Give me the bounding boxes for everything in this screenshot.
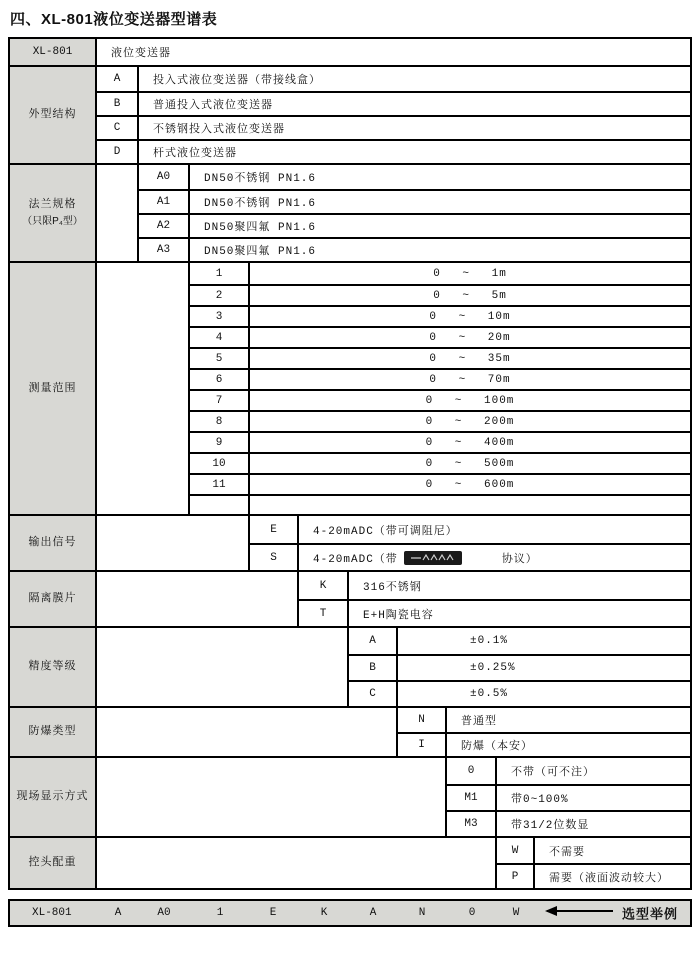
option-code: A: [97, 67, 139, 91]
option-desc: 0 ~ 70m: [429, 373, 511, 386]
table-row: [299, 572, 690, 599]
table-row: [97, 67, 690, 91]
option-desc: DN50不锈钢 PN1.6: [204, 198, 317, 210]
table-row: [190, 431, 690, 452]
table-row: [447, 758, 690, 784]
section-body-structure: [10, 65, 690, 163]
label-line-2: （只限P₄型）: [22, 215, 83, 227]
table-row: [349, 654, 690, 680]
option-code: P: [497, 865, 535, 888]
spacer-cell: [97, 516, 250, 570]
option-code: N: [398, 708, 447, 732]
section-explosion-proof-type: [10, 706, 690, 756]
table-header-row: [10, 39, 690, 65]
spacer-cell: [97, 838, 497, 888]
spacer-cell: [97, 628, 349, 706]
section-flange-spec: [10, 163, 690, 261]
section-label-explosion-proof-type: 防爆类型: [10, 708, 97, 756]
example-model-code: XL-801: [32, 907, 72, 919]
option-desc: [299, 545, 690, 570]
section-local-display-mode: [10, 756, 690, 836]
section-label-body-structure: 外型结构: [10, 67, 97, 163]
option-code: 5: [190, 349, 250, 368]
section-label-flange-spec: [10, 165, 97, 261]
option-code: 9: [190, 433, 250, 452]
section-output-signal: [10, 514, 690, 570]
desc-prefix: 4-20mADC（带: [313, 553, 398, 566]
table-row: [190, 347, 690, 368]
option-code: A: [349, 628, 398, 654]
option-desc: 杆式液位变送器: [153, 148, 237, 160]
option-code: S: [250, 545, 299, 570]
table-row: [139, 189, 690, 213]
table-row: [190, 305, 690, 326]
label-line-1: 法兰规格: [28, 198, 77, 211]
section-accuracy-class: [10, 626, 690, 706]
example-code: 0: [468, 907, 476, 919]
option-code: B: [97, 93, 139, 115]
spacer-cell: [97, 708, 398, 756]
section-isolation-diaphragm: [10, 570, 690, 626]
section-probe-counterweight: [10, 836, 690, 888]
table-row: [447, 810, 690, 836]
table-row: [190, 410, 690, 431]
table-row: [447, 784, 690, 810]
option-desc: 0 ~ 10m: [429, 310, 511, 323]
option-desc: DN50聚四氟 PN1.6: [204, 246, 317, 258]
table-row: [190, 473, 690, 494]
table-row: [349, 628, 690, 654]
ordering-example-strip: [8, 899, 692, 927]
option-desc: 不需要: [549, 846, 585, 859]
option-desc: 普通型: [461, 716, 497, 728]
option-code: 10: [190, 454, 250, 473]
example-code: A0: [157, 907, 171, 919]
left-arrow-icon: [537, 905, 615, 921]
model-name-cell: 液位变送器: [111, 47, 171, 59]
option-code: 6: [190, 370, 250, 389]
table-row: [139, 237, 690, 261]
table-row: [250, 543, 690, 570]
option-desc: 316不锈钢: [363, 581, 422, 594]
table-row: [497, 863, 690, 888]
option-desc: 0 ~ 600m: [425, 478, 515, 491]
option-code: 4: [190, 328, 250, 347]
table-row: [398, 708, 690, 732]
option-code: D: [97, 141, 139, 163]
option-code: E: [250, 516, 299, 543]
example-code: E: [269, 907, 277, 919]
option-desc: DN50不锈钢 PN1.6: [204, 173, 317, 185]
option-code: 7: [190, 391, 250, 410]
option-code: I: [398, 734, 447, 756]
option-desc: 0 ~ 400m: [425, 436, 515, 449]
section-measuring-range: [10, 261, 690, 514]
option-code: M3: [447, 812, 497, 836]
option-code: C: [97, 117, 139, 139]
option-code: A0: [139, 165, 190, 189]
option-code: A2: [139, 215, 190, 237]
option-code: A3: [139, 239, 190, 261]
model-code-cell: XL-801: [10, 39, 97, 65]
example-caption: 选型举例: [622, 906, 679, 922]
option-desc: 带31/2位数显: [511, 820, 590, 832]
table-row: [190, 326, 690, 347]
spacer-cell: [97, 572, 299, 626]
table-row: [190, 494, 690, 514]
option-desc: 0 ~ 1m: [433, 267, 507, 280]
table-row: [349, 680, 690, 706]
option-desc: 0 ~ 35m: [429, 352, 511, 365]
option-code: 8: [190, 412, 250, 431]
option-desc: 防爆（本安）: [461, 741, 533, 753]
table-row: [190, 368, 690, 389]
spacer-cell: [97, 165, 139, 261]
option-code: B: [349, 656, 398, 680]
table-row: [190, 389, 690, 410]
option-desc: ±0.1%: [470, 635, 509, 647]
option-code: 11: [190, 475, 250, 494]
option-code: 1: [190, 263, 250, 284]
spacer-cell: [97, 758, 447, 836]
desc-suffix: 协议）: [501, 553, 538, 566]
table-row: [139, 165, 690, 189]
table-row: [398, 732, 690, 756]
option-desc: 不带（可不注）: [511, 767, 595, 779]
table-row: [97, 115, 690, 139]
section-label-accuracy-class: 精度等级: [10, 628, 97, 706]
example-code: K: [320, 907, 328, 919]
option-desc: [250, 496, 690, 514]
option-code: W: [497, 838, 535, 863]
hart-protocol-logo-icon: [404, 551, 462, 565]
example-code: W: [512, 907, 520, 919]
option-code: K: [299, 572, 349, 599]
option-desc: 0 ~ 100m: [425, 394, 515, 407]
option-desc: E+H陶瓷电容: [363, 609, 434, 622]
option-desc: 0 ~ 500m: [425, 457, 515, 470]
option-desc: 4-20mADC（带可调阻尼）: [313, 525, 458, 538]
table-row: [190, 284, 690, 305]
option-desc: 0 ~ 200m: [425, 415, 515, 428]
option-code: T: [299, 601, 349, 626]
example-code: N: [418, 907, 426, 919]
table-row: [97, 139, 690, 163]
section-label-measuring-range: 测量范围: [10, 263, 97, 514]
option-desc: 0 ~ 5m: [433, 289, 507, 302]
table-row: [190, 452, 690, 473]
spacer-cell: [97, 263, 190, 514]
table-row: [250, 516, 690, 543]
option-desc: ±0.25%: [470, 662, 516, 674]
example-code: A: [369, 907, 377, 919]
table-row: [190, 263, 690, 284]
section-label-isolation-diaphragm: 隔离膜片: [10, 572, 97, 626]
section-label-output-signal: 输出信号: [10, 516, 97, 570]
option-desc: ±0.5%: [470, 688, 509, 700]
option-code: C: [349, 682, 398, 706]
option-desc: 不锈钢投入式液位变送器: [153, 124, 285, 136]
section-label-probe-counterweight: 控头配重: [10, 838, 97, 888]
option-code: [190, 496, 250, 514]
spec-table: [8, 37, 692, 890]
option-desc: 带0~100%: [511, 794, 569, 806]
option-code: A1: [139, 191, 190, 213]
option-code: 2: [190, 286, 250, 305]
example-code: 1: [216, 907, 224, 919]
table-row: [139, 213, 690, 237]
option-desc: DN50聚四氟 PN1.6: [204, 222, 317, 234]
option-code: 0: [447, 758, 497, 784]
section-label-local-display-mode: 现场显示方式: [10, 758, 97, 836]
example-code: A: [114, 907, 122, 919]
table-row: [497, 838, 690, 863]
page-title: 四、XL-801液位变送器型谱表: [10, 11, 218, 28]
option-code: M1: [447, 786, 497, 810]
option-desc: 投入式液位变送器（带接线盒）: [153, 75, 321, 87]
table-row: [299, 599, 690, 626]
option-desc: 0 ~ 20m: [429, 331, 511, 344]
option-code: 3: [190, 307, 250, 326]
option-desc: 普通投入式液位变送器: [153, 100, 273, 112]
table-row: [97, 91, 690, 115]
option-desc: 需要（液面波动较大）: [549, 872, 669, 885]
